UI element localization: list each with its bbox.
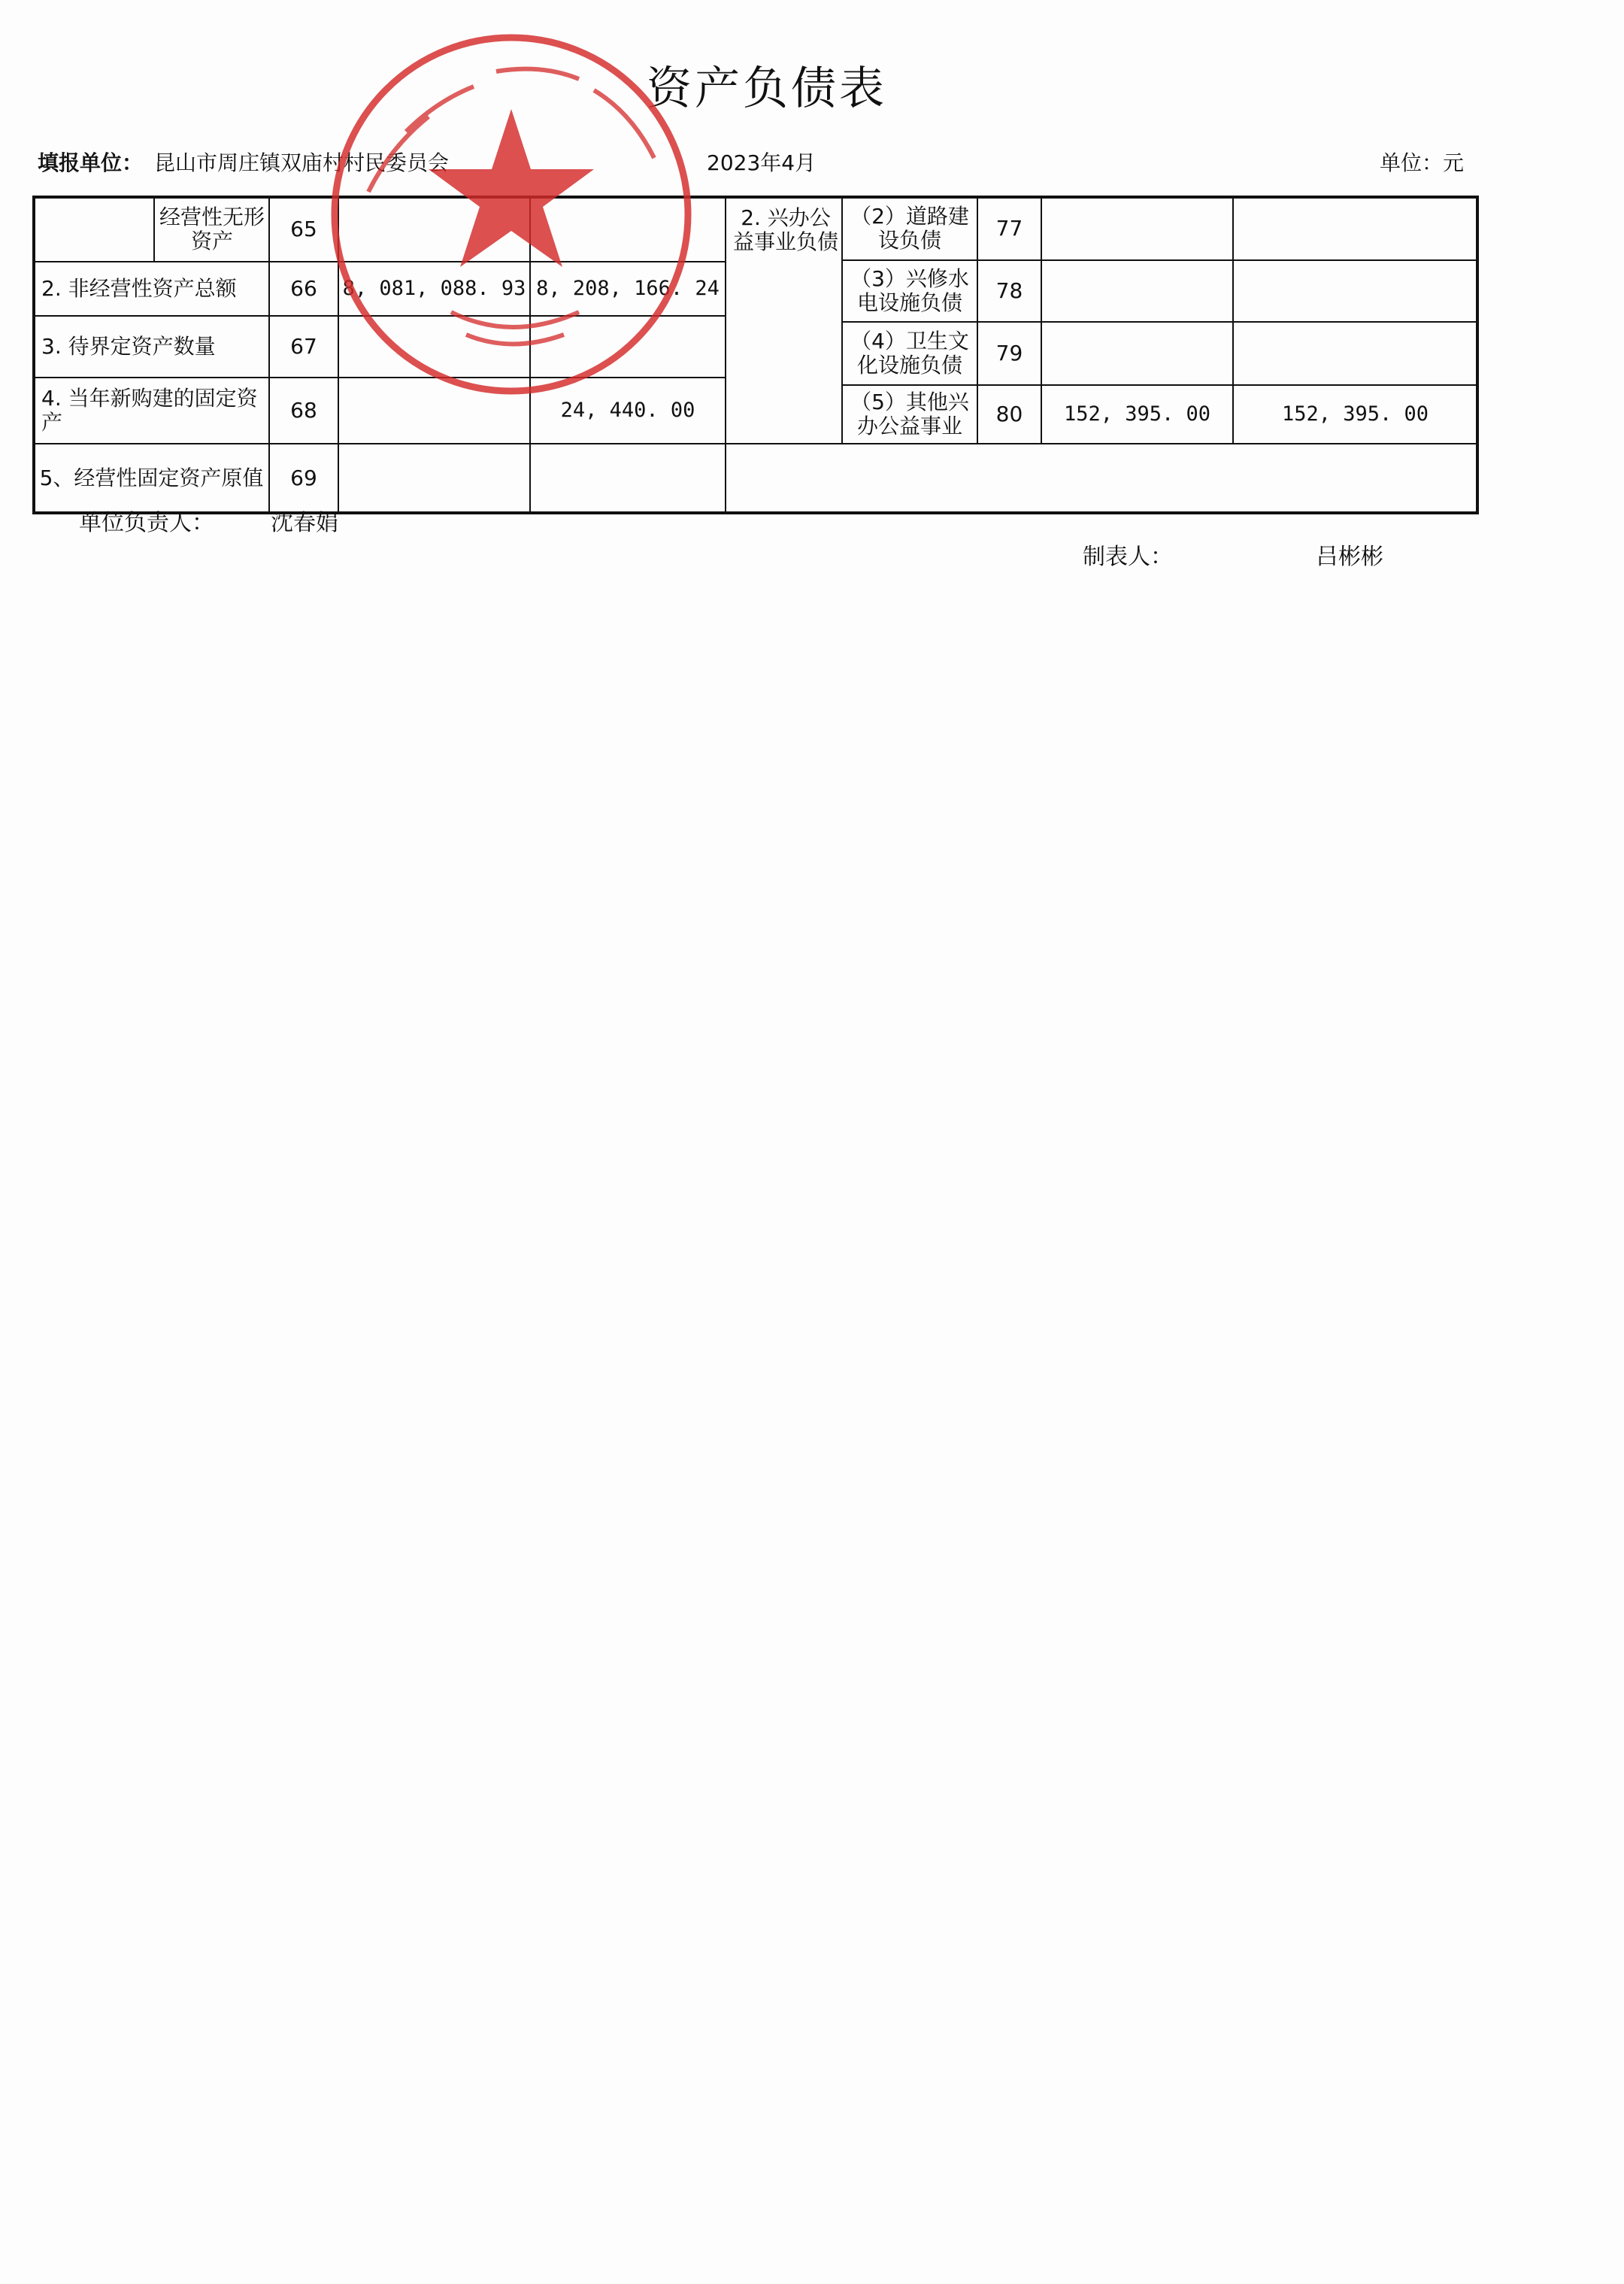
row-79-label: （4）卫生文化设施负债 xyxy=(850,328,969,378)
row-66-end: 8, 208, 166. 24 xyxy=(536,277,720,301)
row-68-line: 68 xyxy=(290,397,317,423)
row-68-end: 24, 440. 00 xyxy=(560,399,695,423)
preparer-label: 制表人： xyxy=(1083,544,1173,570)
row-69-end xyxy=(532,445,724,511)
row-78-begin xyxy=(1043,262,1232,320)
row-66-begin: 8, 081, 088. 93 xyxy=(342,277,526,301)
money-unit: 单位：元 xyxy=(1380,150,1465,175)
row-67-label: 3. 待界定资产数量 xyxy=(41,333,216,359)
row-77-line: 77 xyxy=(995,215,1023,241)
row-69-line: 69 xyxy=(290,465,317,490)
public-welfare-liability-group: 2. 兴办公益事业负债 xyxy=(733,205,839,255)
row-66-line: 66 xyxy=(290,275,317,301)
row-80-begin: 152, 395. 00 xyxy=(1063,402,1211,426)
row-65-label: 经营性无形资产 xyxy=(159,204,265,253)
row-66-label: 2. 非经营性资产总额 xyxy=(41,275,237,301)
row-78-label: （3）兴修水电设施负债 xyxy=(850,265,969,315)
unit-name: 昆山市周庄镇双庙村村民委员会 xyxy=(154,150,450,175)
row-79-end xyxy=(1235,323,1476,384)
row-67-line: 67 xyxy=(290,333,317,359)
row-80-end: 152, 395. 00 xyxy=(1281,402,1429,426)
row-69-begin xyxy=(340,445,529,511)
row-79-line: 79 xyxy=(995,340,1023,366)
row-69-label: 5、经营性固定资产原值 xyxy=(39,465,264,490)
row-80-label: （5）其他兴办公益事业 xyxy=(850,389,969,438)
row-77-label: （2）道路建设负债 xyxy=(850,203,969,253)
unit-label: 填报单位： xyxy=(38,150,144,175)
document-title: 资产负债表 xyxy=(647,62,887,115)
head-name: 沈春娟 xyxy=(271,510,338,536)
row-78-end xyxy=(1235,262,1476,320)
preparer-name: 吕彬彬 xyxy=(1316,544,1383,570)
row-78-line: 78 xyxy=(995,278,1023,303)
official-seal-icon xyxy=(316,19,707,410)
row-77-end xyxy=(1235,199,1476,259)
row-79-begin xyxy=(1043,323,1232,384)
report-period: 2023年4月 xyxy=(707,150,817,175)
row-68-label: 4. 当年新购建的固定资产 xyxy=(41,385,258,435)
head-label: 单位负责人： xyxy=(79,510,214,536)
row-65-line: 65 xyxy=(290,216,317,241)
row-80-line: 80 xyxy=(995,401,1023,426)
row-77-begin xyxy=(1043,199,1232,259)
